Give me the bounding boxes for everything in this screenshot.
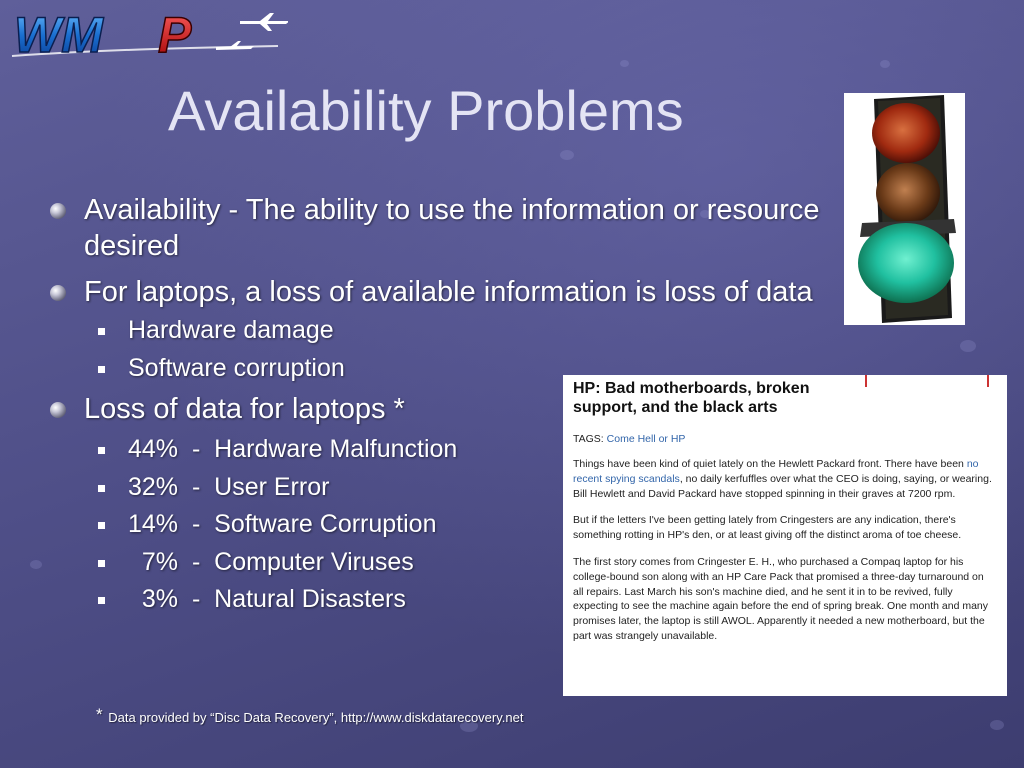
footnote-text: Data provided by “Disc Data Recovery”, http://www.diskdatarecovery.net: [108, 710, 524, 725]
square-bullet-icon: [98, 597, 105, 604]
stat-item: 7% - Computer Viruses: [50, 544, 840, 582]
square-bullet-icon: [98, 328, 105, 335]
square-bullet-icon: [98, 485, 105, 492]
bullet-text: For laptops, a loss of available information is loss of data: [84, 276, 813, 308]
stat-item: 14% - Software Corruption: [50, 506, 840, 544]
square-bullet-icon: [98, 447, 105, 454]
stat-label: Software Corruption: [214, 510, 437, 538]
article-text: Things have been kind of quiet lately on the Hewlett Packard front. There have been: [573, 458, 967, 470]
svg-text:P: P: [158, 7, 192, 62]
svg-text:WM: WM: [14, 7, 103, 62]
stat-label: Computer Viruses: [214, 547, 414, 576]
bullet-marker-icon: [50, 285, 66, 301]
square-bullet-icon: [98, 522, 105, 529]
sub-bullet-text: Software corruption: [128, 353, 345, 382]
article-screenshot: [563, 375, 1007, 696]
sub-bullet-item: [50, 312, 840, 350]
square-bullet-icon: [98, 560, 105, 567]
stat-item: 44% - Hardware Malfunction: [50, 431, 840, 469]
article-paragraph: [573, 457, 997, 501]
stat-percent: 7%: [141, 547, 179, 576]
stat-label: Hardware Malfunction: [214, 435, 458, 463]
article-headline: HP: Bad motherboards, broken support, and the black arts: [573, 380, 810, 416]
traffic-light-image: [844, 93, 965, 325]
stat-item: 3% - Natural Disasters: [50, 581, 840, 619]
article-text: , no daily kerfuffles over what the CEO is doing, saying, or wearing. Bill Hewlett and David Packard have stopped spinning in their graves at 7200 rpm.: [573, 472, 992, 500]
stat-item: 32% - User Error: [50, 469, 840, 507]
slide-title: Availability Problems: [168, 79, 684, 142]
stat-percent: 32%: [128, 472, 179, 501]
article-tags: [573, 433, 997, 445]
stat-label: Natural Disasters: [214, 585, 406, 613]
tags-label: TAGS:: [573, 433, 604, 445]
article-top-border: [865, 375, 989, 387]
article-link[interactable]: no recent spying scandals: [573, 458, 979, 485]
stat-percent: 14%: [128, 510, 179, 538]
footnote-marker: *: [96, 705, 103, 724]
tags-link[interactable]: Come Hell or HP: [606, 433, 686, 445]
bullet-marker-icon: [50, 402, 66, 418]
bullet-marker-icon: [50, 203, 66, 219]
bullet-item: [50, 192, 840, 264]
square-bullet-icon: [98, 366, 105, 373]
sub-bullet-text: Hardware damage: [128, 316, 334, 344]
footnote: [96, 705, 523, 725]
article-paragraph: But if the letters I've been getting lately from Cringesters are any indication, there's something rotting in HP's den, or at least giving off the distinct aroma of toe cheese.: [573, 514, 962, 542]
stat-percent: 3%: [141, 585, 179, 613]
article-paragraph: The first story comes from Cringester E. H., who purchased a Compaq laptop for his college-bound son along with an HP Care Pack that promised a three-day turnaround on all repairs. Last March his son's machine died, and he sent it in to be revived, fully expecting to see the machine again before the end of spring break. One month and many promises later, the laptop is still AWOL. Apparently it needed a new motherboard, but the part was strangely unavailable.: [573, 555, 989, 642]
stat-label: User Error: [214, 472, 330, 501]
bullet-text: Availability - The ability to use the information or resource desired: [84, 194, 820, 262]
wmp-logo: [8, 4, 288, 62]
bullet-item: [50, 274, 840, 310]
stat-percent: 44%: [128, 435, 179, 463]
bullet-text: Loss of data for laptops *: [84, 393, 405, 425]
